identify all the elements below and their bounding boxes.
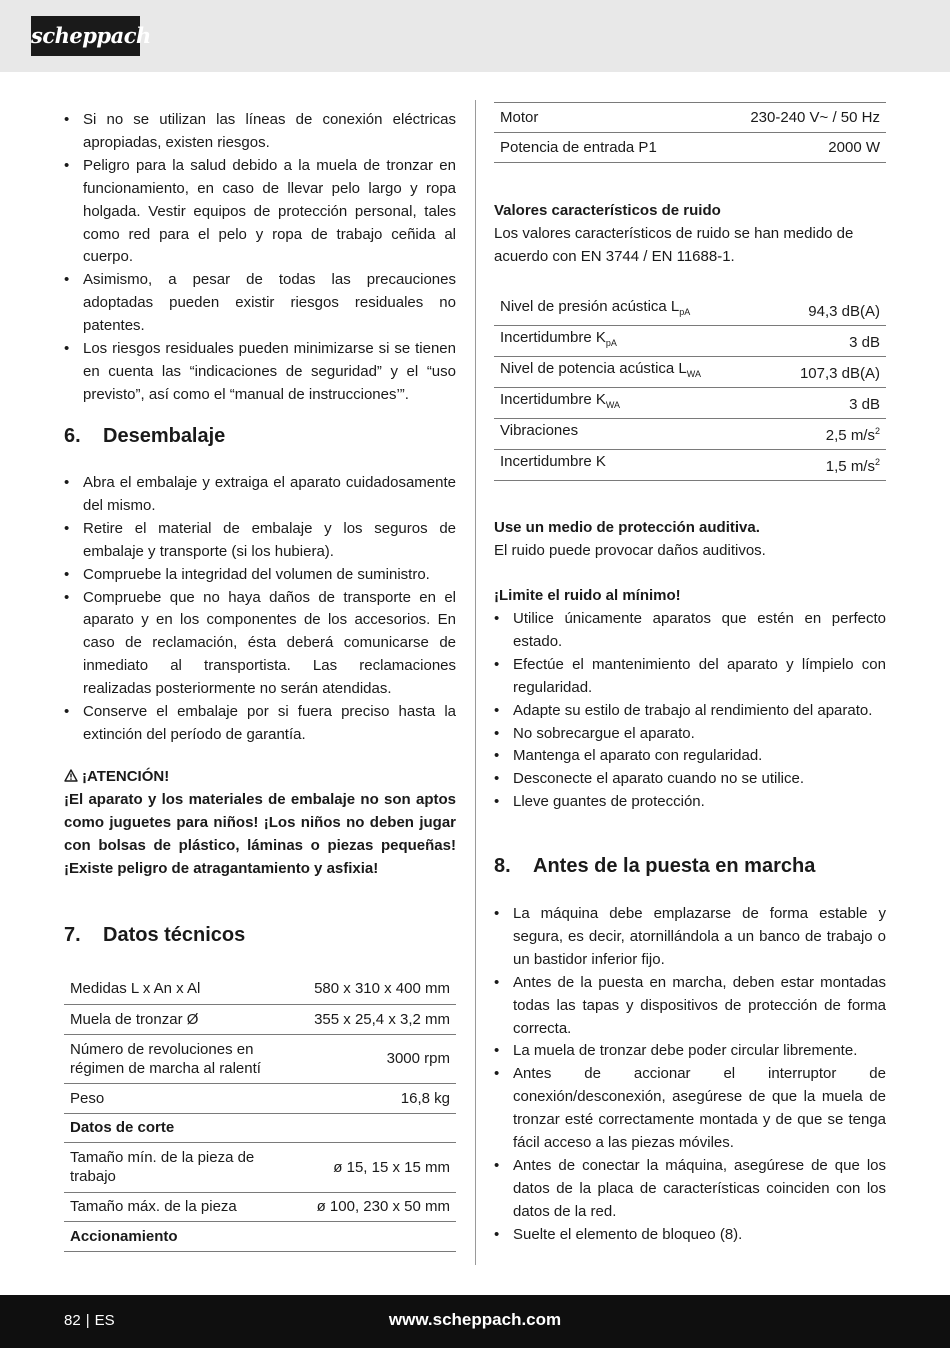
list-item: • Abra el embalaje y extraiga el aparato cuidadosamente del mismo. — [64, 472, 456, 518]
table-row — [64, 1142, 456, 1192]
list-item: • Compruebe la integridad del volumen de suministro. — [64, 564, 456, 587]
row-value: ø 100, 230 x 50 mm — [308, 1192, 456, 1221]
warning-triangle-icon — [64, 769, 78, 782]
list-item: • Mantenga el aparato con regularidad. — [494, 745, 886, 768]
row-label: Tamaño máx. de la pieza — [64, 1192, 308, 1221]
hearing-heading: Use un medio de protección auditiva. — [494, 519, 760, 536]
column-divider — [475, 100, 476, 1265]
footer-website: www.scheppach.com — [388, 1310, 562, 1329]
section-number: 6. — [64, 425, 81, 447]
row-value: 3 dB — [768, 387, 886, 418]
limit-noise-heading: ¡Limite el ruido al mínimo! — [494, 587, 681, 604]
list-item: • Antes de conectar la máquina, asegúrese de que los datos de la placa de características coinciden con los datos de la red. — [494, 1155, 886, 1224]
row-value: 580 x 310 x 400 mm — [308, 974, 456, 1004]
row-value: ø 15, 15 x 15 mm — [308, 1142, 456, 1192]
list-item: • No sobrecargue el aparato. — [494, 723, 886, 746]
list-item: • Asimismo, a pesar de todas las precauciones adoptadas pueden existir riesgos residuales no patentes. — [64, 269, 456, 338]
list-item: • Conserve el embalaje por si fuera preciso hasta la extinción del período de garantía. — [64, 701, 456, 747]
table-row — [64, 1113, 456, 1142]
scheppach-logo: scheppach — [31, 16, 140, 56]
row-value: 94,3 dB(A) — [768, 294, 886, 325]
row-label: Tamaño mín. de la pieza de trabajo — [64, 1142, 308, 1192]
table-row — [494, 449, 886, 480]
row-value: 230-240 V~ / 50 Hz — [707, 103, 886, 133]
limit-noise-list — [494, 608, 886, 814]
table-row — [64, 1192, 456, 1221]
motor-table — [494, 102, 886, 163]
row-value: 3 dB — [768, 325, 886, 356]
attention-block — [64, 766, 456, 881]
table-row — [494, 418, 886, 449]
row-value: 16,8 kg — [308, 1083, 456, 1113]
list-item: • Lleve guantes de protección. — [494, 791, 886, 814]
tech-data-table — [64, 974, 456, 1252]
language-code: ES — [94, 1312, 115, 1329]
table-row — [64, 1004, 456, 1034]
table-row — [494, 387, 886, 418]
row-label: Medidas L x An x Al — [64, 974, 308, 1004]
list-item: • Adapte su estilo de trabajo al rendimiento del aparato. — [494, 700, 886, 723]
hearing-protection-block — [494, 517, 886, 563]
table-row — [494, 103, 886, 133]
row-value — [308, 1113, 456, 1142]
table-row — [64, 1083, 456, 1113]
residual-risk-list — [64, 109, 456, 407]
list-item: • Utilice únicamente aparatos que estén en perfecto estado. — [494, 608, 886, 654]
table-row — [494, 325, 886, 356]
row-label: Motor — [494, 103, 707, 133]
list-item: • Retire el material de embalaje y los seguros de embalaje y transporte (si los hubiera). — [64, 518, 456, 564]
noise-table — [494, 294, 886, 481]
row-label: Accionamiento — [64, 1221, 308, 1251]
page-number: 82 | ES — [64, 1312, 115, 1329]
list-item: • Peligro para la salud debido a la muela de tronzar en funcionamiento, en caso de llevar pelo largo y ropa holgada. Vestir equipos de protección personal, tales como red para el pelo y ropa de trabajo ceñida al cuerpo. — [64, 155, 456, 270]
list-item: • Antes de accionar el interruptor de conexión/desconexión, asegúrese de que la muela de tronzar esté correctamente montada y de que se tenga fácil acceso a las piezas móviles. — [494, 1063, 886, 1155]
list-item: • Antes de la puesta en marcha, deben estar montadas todas las tapas y dispositivos de protección de forma correcta. — [494, 972, 886, 1041]
page-header — [0, 0, 950, 72]
section-number: 8. — [494, 855, 511, 877]
list-item: • Efectúe el mantenimiento del aparato y límpielo con regularidad. — [494, 654, 886, 700]
row-value: 2,5 $m/s^2$ — [768, 418, 886, 449]
row-label: Incertidumbre $K_{pA}$ — [494, 325, 768, 356]
row-label: Nivel de potencia acústica $L_{WA}$ — [494, 356, 768, 387]
attention-title: ¡ATENCIÓN! — [64, 766, 456, 789]
row-label: Incertidumbre $K_{WA}$ — [494, 387, 768, 418]
section-8-heading — [494, 853, 815, 879]
section-number: 7. — [64, 924, 81, 946]
section-6-heading — [64, 423, 225, 449]
list-item: • La máquina debe emplazarse de forma estable y segura, es decir, atornillándola a un banco de trabajo o un bastidor inferior fijo. — [494, 903, 886, 972]
row-label: Muela de tronzar Ø — [64, 1004, 308, 1034]
row-label: Incertidumbre K — [494, 449, 768, 480]
table-row — [64, 1034, 456, 1083]
row-label: Peso — [64, 1083, 308, 1113]
row-label: Potencia de entrada P1 — [494, 133, 707, 163]
row-value: 355 x 25,4 x 3,2 mm — [308, 1004, 456, 1034]
unpacking-list — [64, 472, 456, 747]
section-title: Antes de la puesta en marcha — [533, 855, 816, 877]
table-row — [494, 133, 886, 163]
noise-text: Los valores característicos de ruido se han medido de acuerdo con EN 3744 / EN 11688-1. — [494, 224, 854, 265]
table-row — [64, 974, 456, 1004]
row-value: 2000 W — [707, 133, 886, 163]
table-row — [494, 294, 886, 325]
hearing-text: El ruido puede provocar daños auditivos. — [494, 541, 766, 559]
row-value: 3000 rpm — [308, 1034, 456, 1083]
row-label: Nivel de presión acústica $L_{pA}$ — [494, 294, 768, 325]
list-item: • Si no se utilizan las líneas de conexión eléctricas apropiadas, existen riesgos. — [64, 109, 456, 155]
list-item: • La muela de tronzar debe poder circular libremente. — [494, 1040, 886, 1063]
attention-text: ¡El aparato y los materiales de embalaje no son aptos como juguetes para niños! ¡Los niños no deben jugar con bolsas de plástico, láminas o piezas pequeñas! ¡Existe peligro de atragantamiento y asfixia! — [64, 790, 456, 877]
row-label: Vibraciones — [494, 418, 768, 449]
list-item: • Compruebe que no haya daños de transporte en el aparato y en los componentes de los accesorios. En caso de reclamación, ésta deberá comunicarse de inmediato al transportista. Las reclamaciones realizadas posteriormente no serán atendidas. — [64, 587, 456, 702]
table-row — [494, 356, 886, 387]
noise-heading: Valores característicos de ruido — [494, 202, 721, 219]
section-title: Datos técnicos — [103, 924, 246, 946]
section-title: Desembalaje — [103, 425, 226, 447]
before-start-list — [494, 903, 886, 1247]
row-value: 1,5 $m/s^2$ — [768, 449, 886, 480]
row-label: Número de revoluciones en régimen de marcha al ralentí — [64, 1034, 308, 1083]
list-item: • Desconecte el aparato cuando no se utilice. — [494, 768, 886, 791]
row-label: Datos de corte — [64, 1113, 308, 1142]
table-row — [64, 1221, 456, 1251]
page-footer — [0, 1295, 950, 1348]
row-value — [308, 1221, 456, 1251]
noise-intro — [494, 200, 886, 269]
list-item: • Los riesgos residuales pueden minimizarse si se tienen en cuenta las “indicaciones de seguridad” y el “uso previsto”, así como el “manual de instrucciones’”. — [64, 338, 456, 407]
list-item: • Suelte el elemento de bloqueo (8). — [494, 1224, 886, 1247]
section-7-heading — [64, 922, 245, 948]
row-value: 107,3 dB(A) — [768, 356, 886, 387]
